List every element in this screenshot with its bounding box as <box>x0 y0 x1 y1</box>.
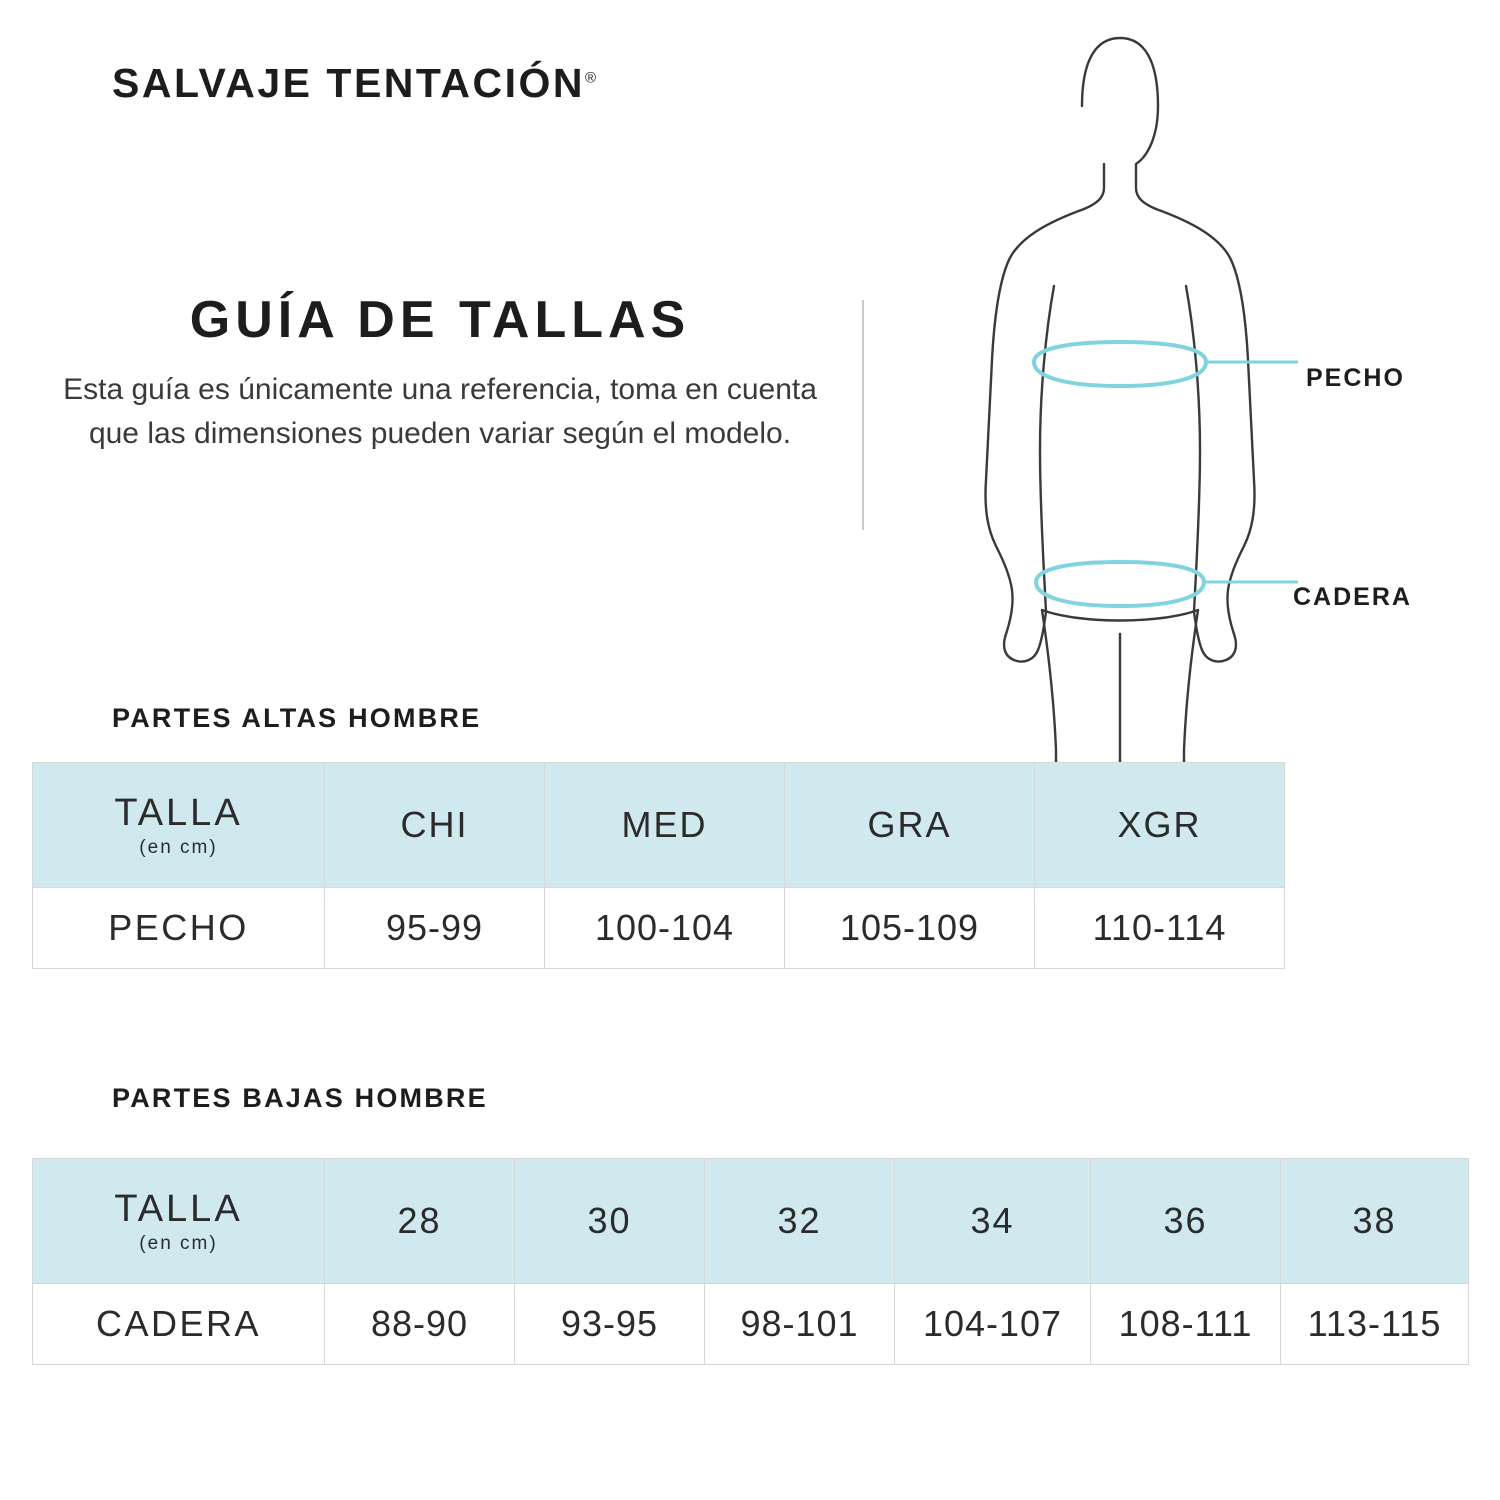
male-body-outline-icon <box>930 10 1310 770</box>
header-talla-unit: (en cm) <box>139 1232 218 1254</box>
cell-cadera-34: 104-107 <box>895 1284 1091 1365</box>
header-cell-gra: GRA <box>785 763 1035 888</box>
hip-measure-line <box>1036 562 1204 606</box>
brand-name: SALVAJE TENTACIÓN <box>112 60 586 106</box>
cell-pecho-gra: 105-109 <box>785 888 1035 969</box>
section-title-upper: PARTES ALTAS HOMBRE <box>112 703 482 733</box>
section-title-lower: PARTES BAJAS HOMBRE <box>112 1083 488 1113</box>
measure-leader-lines <box>1204 362 1298 582</box>
cell-cadera-28: 88-90 <box>325 1284 515 1365</box>
header-talla-label: TALLA <box>114 1187 243 1230</box>
registered-mark: ® <box>585 69 597 87</box>
row-label-cadera: CADERA <box>33 1284 325 1365</box>
table-row <box>33 1284 1469 1365</box>
cell-cadera-32: 98-101 <box>705 1284 895 1365</box>
header-cell-34: 34 <box>895 1159 1091 1284</box>
header-talla-label: TALLA <box>114 791 243 834</box>
cell-pecho-chi: 95-99 <box>325 888 545 969</box>
vertical-divider <box>862 300 864 530</box>
intro-block <box>60 290 820 456</box>
table-row <box>33 888 1285 969</box>
brand-wordmark <box>112 60 596 107</box>
header-cell-chi: CHI <box>325 763 545 888</box>
cell-pecho-xgr: 110-114 <box>1035 888 1285 969</box>
page-title: GUÍA DE TALLAS <box>189 291 691 349</box>
intro-description: Esta guía es únicamente una referencia, toma en cuenta que las dimensiones pueden variar según el modelo. <box>63 373 817 451</box>
body-figure-illustration <box>930 10 1310 770</box>
row-label-pecho: PECHO <box>33 888 325 969</box>
table-header-row <box>33 1159 1469 1284</box>
cell-pecho-med: 100-104 <box>545 888 785 969</box>
header-cell-med: MED <box>545 763 785 888</box>
header-cell-38: 38 <box>1281 1159 1469 1284</box>
header-cell-28: 28 <box>325 1159 515 1284</box>
header-cell-talla <box>33 1159 325 1284</box>
header-cell-30: 30 <box>515 1159 705 1284</box>
table-header-row <box>33 763 1285 888</box>
chest-measure-line <box>1034 342 1206 386</box>
header-cell-36: 36 <box>1091 1159 1281 1284</box>
header-cell-xgr: XGR <box>1035 763 1285 888</box>
figure-chest-label: PECHO <box>1306 364 1405 392</box>
cell-cadera-38: 113-115 <box>1281 1284 1469 1365</box>
cell-cadera-36: 108-111 <box>1091 1284 1281 1365</box>
figure-hip-label: CADERA <box>1293 583 1412 611</box>
size-table-lower <box>32 1158 1469 1365</box>
cell-cadera-30: 93-95 <box>515 1284 705 1365</box>
size-table-upper <box>32 762 1285 969</box>
header-cell-32: 32 <box>705 1159 895 1284</box>
header-cell-talla <box>33 763 325 888</box>
header-talla-unit: (en cm) <box>139 836 218 858</box>
